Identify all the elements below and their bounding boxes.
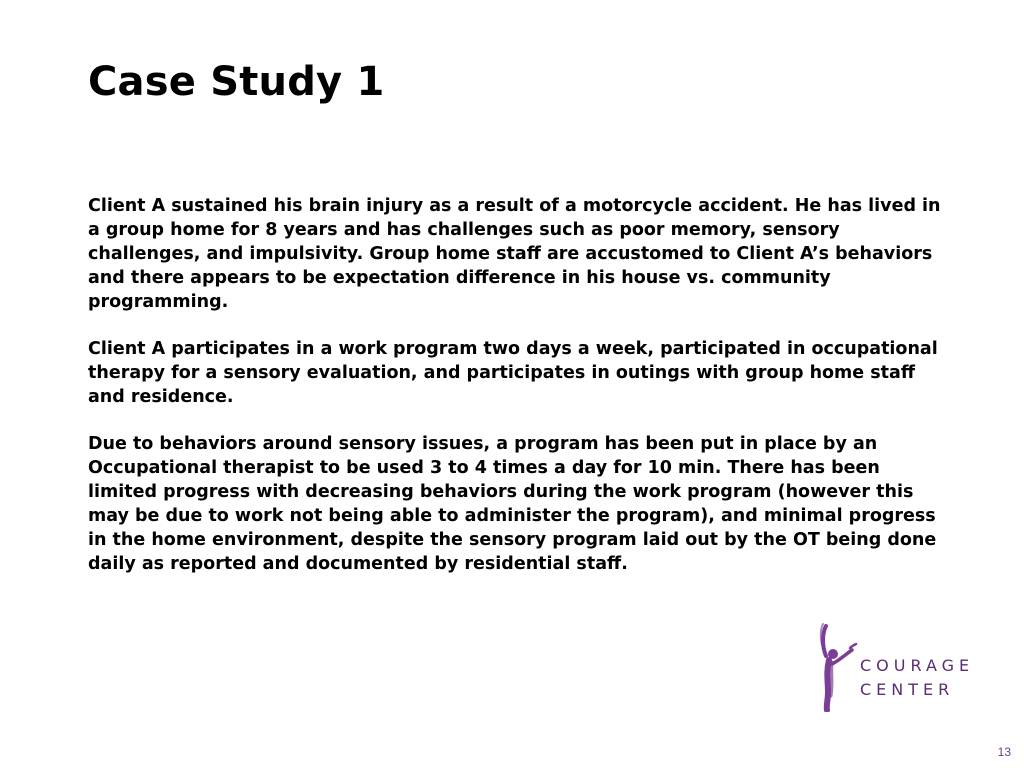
logo-text-center: CENTER: [860, 680, 955, 699]
logo-text-courage: COURAGE: [860, 656, 975, 675]
page-number: 13: [997, 745, 1011, 759]
slide-title: Case Study 1: [88, 59, 385, 105]
slide-body: [88, 194, 948, 576]
courage-center-logo: [816, 620, 996, 712]
courage-center-figure-icon: [816, 620, 860, 712]
paragraph-1: Client A sustained his brain injury as a result of a motorcycle accident. He has lived in a group home for 8 years and has challenges such as poor memory, sensory challenges, and impulsivity. Group home staff are accustomed to Client A’s behaviors and there appears to be expectation difference in his house vs. community programming.: [88, 196, 941, 312]
paragraph-2: Client A participates in a work program two days a week, participated in occupational therapy for a sensory evaluation, and participates in outings with group home staff and residence.: [88, 339, 938, 407]
paragraph-3: Due to behaviors around sensory issues, a program has been put in place by an Occupational therapist to be used 3 to 4 times a day for 10 min. There has been limited progress with decreasing behaviors during the work program (however this may be due to work not being able to administer the program), and minimal progress in the home environment, despite the sensory program laid out by the OT being done daily as reported and documented by residential staff.: [88, 434, 937, 574]
